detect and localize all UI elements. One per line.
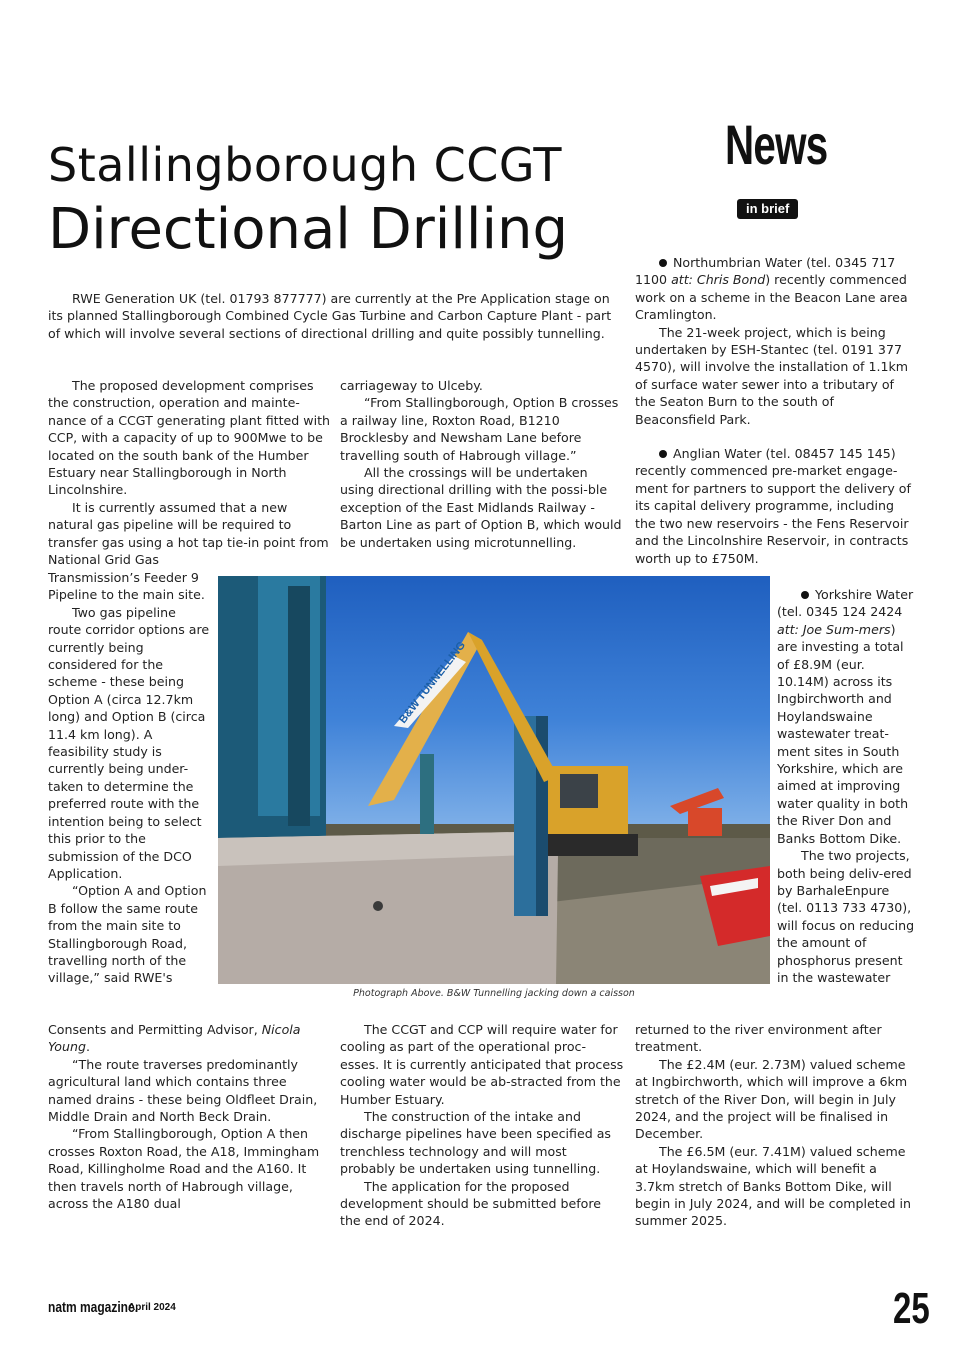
article-photo: [218, 576, 770, 984]
excavator-arm: [468, 632, 558, 782]
col1-paragraph: The proposed development comprises the construction, operation and mainte-nance of a CCGT generating plant fitted with CCP, with a capacity of up to 900Mwe to be located on the south bank of the Humber Estuary near Stallingborough in North Lincolnshire.: [48, 378, 331, 498]
excavator-cab: [560, 774, 598, 808]
news-text: ) are investing a total of £8.9M (eur. 10.14M) across its Ingbirchworth and Hoylandswaine wastewater treat-ment sites in South Yorkshire, which are aimed at improving water quality in both the River Don and Banks Bottom Dike.: [777, 621, 909, 846]
col1-paragraph: Two gas pipeline route corridor options are currently being considered for the scheme - these being Option A (circa 12.7km long) and Option B (circa 11.4 km long). A feasibility study is currently being under-taken to determine the preferred route with the intention being to select this prior to the submission of the DCO Application.: [48, 604, 210, 881]
excavator-tracks: [548, 834, 638, 856]
magazine-brand: natm magazine.: [48, 1299, 139, 1316]
bullet-icon: [801, 591, 809, 599]
news-heading: News: [725, 113, 828, 176]
intro-paragraph: RWE Generation UK (tel. 01793 877777) are currently at the Pre Application stage on its planned Stallingborough Combined Cycle Gas Turbine and Carbon Capture Plant - part of which will involve several sections of directional drilling and quite possibly tunnelling.: [48, 291, 612, 341]
issue-date: April 2024: [128, 1302, 176, 1313]
news-text: ) recently commenced work on a scheme in the Beacon Lane area Cramlington.: [635, 272, 908, 323]
news-item-yorkshire: [777, 586, 917, 847]
steel-frame-left-edge: [288, 586, 310, 826]
col1-paragraph: “From Stallingborough, Option A then crosses Roxton Road, the A18, Immingham Road, Killingholme Road and the A160. It then travels north of Habrough village, across the A180 dual: [48, 1126, 320, 1212]
col2-paragraph: All the crossings will be undertaken using directional drilling with the possi-ble exception of the East Midlands Railway - Barton Line as part of Option B, which would be undertaken using microtunnelling.: [340, 465, 622, 550]
quoted-person-name: Nicola Young: [48, 1022, 301, 1055]
news-text: Anglian Water (tel. 08457 145 145) recently commenced pre-market engage-ment for partners to support the delivery of its capital delivery programme, including the two new reservoirs - the Fens Reservoir and the Lincolnshire Reservoir, in contracts worth up to £750M.: [635, 446, 911, 566]
distant-tower: [420, 754, 434, 834]
column1-bottom: [48, 1021, 330, 1212]
col2-paragraph: The application for the proposed development should be submitted before the end of 2024.: [340, 1178, 602, 1229]
news-column-narrow: [777, 586, 917, 986]
bullet-icon: [659, 259, 667, 267]
col1-paragraph: “The route traverses predominantly agricultural land which contains three named drains - these being Oldfleet Drain, Middle Drain and North Beck Drain.: [48, 1056, 318, 1125]
news-paragraph: The two projects, both being deliv-ered by BarhaleEnpure (tel. 0113 733 4730), will focus on reducing the amount of phosphorus present in the wastewater: [777, 848, 915, 985]
news-item-anglian: [635, 445, 915, 567]
col2-paragraph: carriageway to Ulceby.: [340, 378, 483, 393]
news-paragraph: The £6.5M (eur. 7.41M) valued scheme at Hoylandswaine, which will benefit a 3.7km stretch of Banks Bottom Dike, will begin in July 2024, and will be completed in summer 2025.: [635, 1143, 911, 1229]
bullet-icon: [659, 450, 667, 458]
page-number: 25: [893, 1284, 930, 1333]
column1-narrow: [48, 569, 210, 987]
red-excavator-body: [688, 808, 722, 836]
article-intro: [48, 290, 618, 342]
caisson-photo-illustration: [218, 576, 770, 984]
col1-paragraph: Transmission’s Feeder 9 Pipeline to the main site.: [48, 570, 205, 603]
news-contact: att: Chris Bond: [671, 272, 766, 288]
col1-paragraph: “Option A and Option B follow the same route from the main site to Stallingborough Road, travelling north of the village,” said RWE's: [48, 883, 207, 986]
news-paragraph: returned to the river environment after treatment.: [635, 1022, 882, 1055]
col2-paragraph: The CCGT and CCP will require water for cooling as part of the operational proc-esses. It is currently anticipated that process cooling water would be ab-stracted from the Humber Estuary.: [340, 1022, 624, 1107]
column2-top: [340, 377, 625, 551]
article-title-line2: Directional Drilling: [48, 197, 569, 262]
column1-top: [48, 377, 330, 568]
caisson-hole: [373, 901, 383, 911]
news-item-northumbrian: [635, 254, 915, 324]
news-text: Yorkshire Water (tel. 0345 124 2424: [777, 587, 914, 620]
news-text: Northumbrian Water (tel. 0345 717 1100: [635, 255, 896, 288]
col1-paragraph: It is currently assumed that a new natural gas pipeline will be required to transfer gas using a hot tap tie-in point from National Grid Gas: [48, 499, 329, 568]
news-paragraph: The 21-week project, which is being undertaken by ESH-Stantec (tel. 0191 377 4570), will involve the installation of 1.1km of surface water sewer into a tributary of the Seaton Burn to the south of Beaconsfield Park.: [635, 324, 909, 427]
boom-text: B&W TUNNELLING: [396, 639, 469, 726]
col2-paragraph: The construction of the intake and discharge pipelines have been specified as trenchless technology and will most probably be undertaken using tunnelling.: [340, 1109, 611, 1177]
article-title-line1: Stallingborough CCGT: [48, 138, 562, 192]
news-contact: att: Joe Sum-mers: [777, 621, 891, 637]
col1-text: Consents and Permitting Advisor,: [48, 1022, 262, 1037]
news-column-top: [635, 254, 915, 567]
column2-bottom: [340, 1021, 625, 1230]
news-paragraph: The £2.4M (eur. 2.73M) valued scheme at Ingbirchworth, which will improve a 6km stretch of the River Don, will begin in July 2024, and the project will be finalised in December.: [635, 1056, 908, 1142]
col1-paragraph: [48, 1021, 330, 1056]
news-column-bottom: [635, 1021, 915, 1230]
in-brief-badge: in brief: [737, 199, 798, 219]
photo-caption: Photograph Above. B&W Tunnelling jacking down a caisson: [353, 988, 635, 999]
col1-text: .: [85, 1039, 90, 1055]
col2-paragraph: “From Stallingborough, Option B crosses a railway line, Roxton Road, B1210 Brocklesby and Newsham Lane before travelling south of Habrough village.”: [340, 395, 619, 463]
